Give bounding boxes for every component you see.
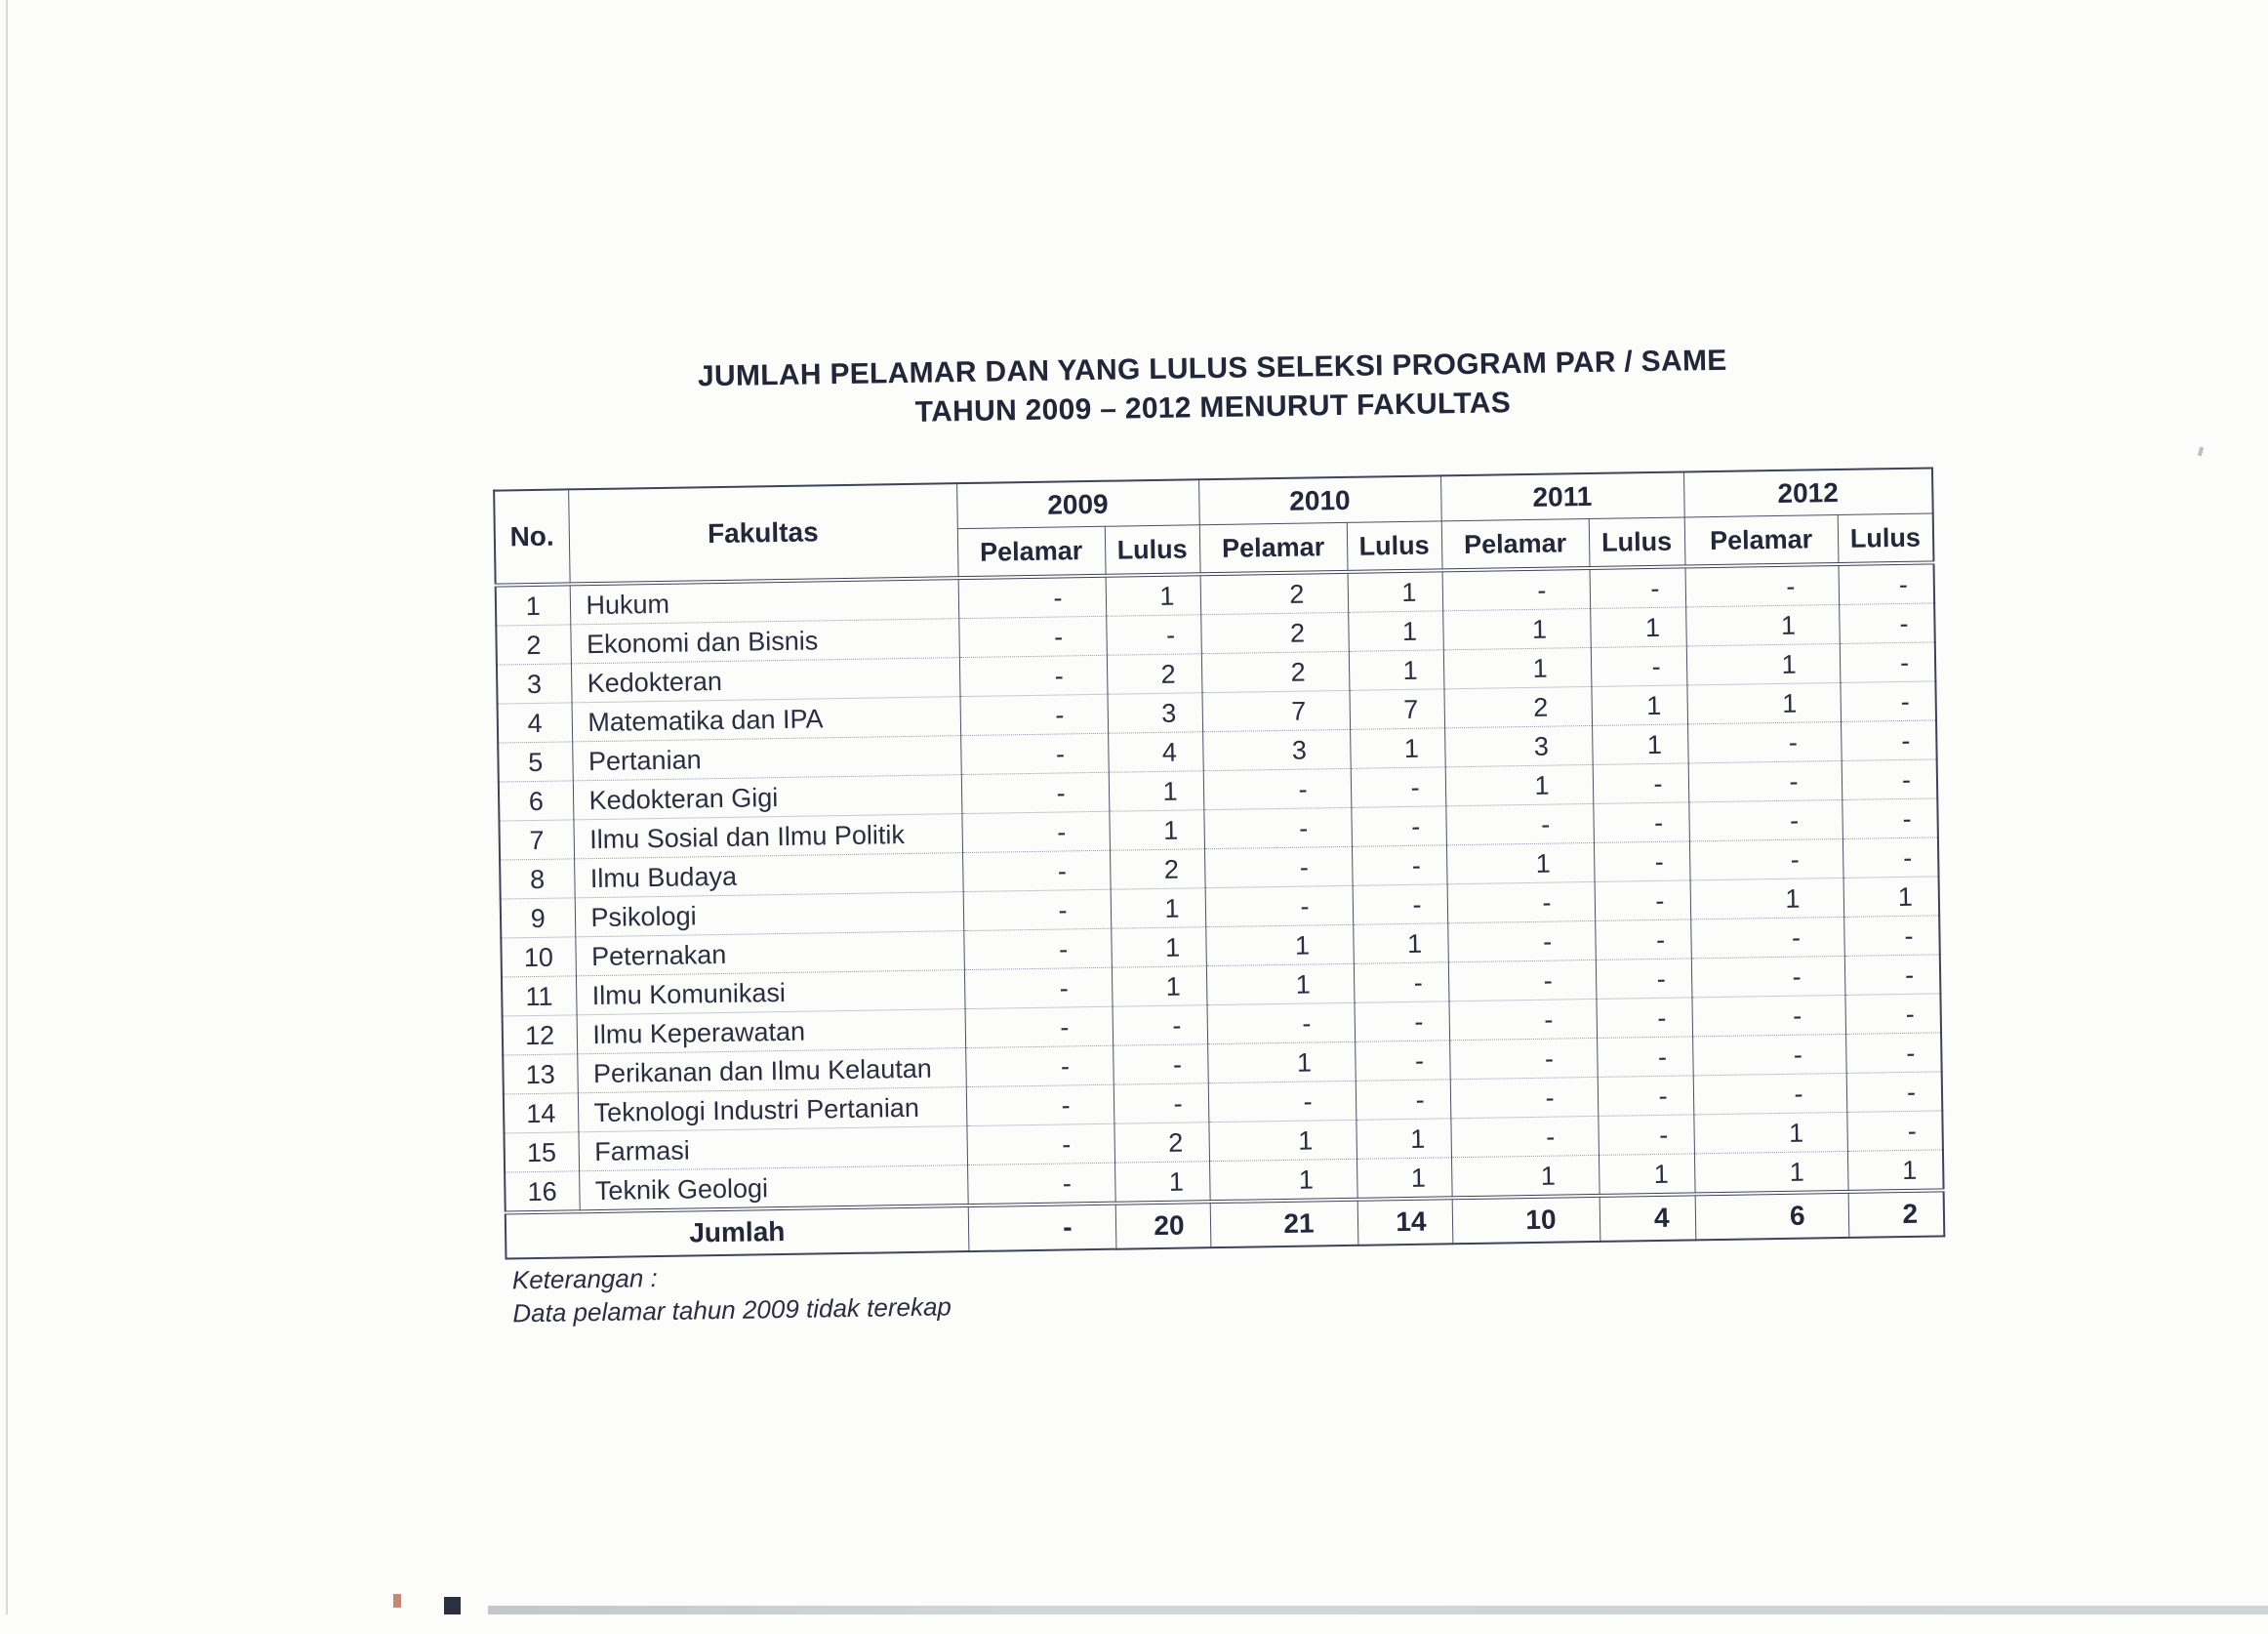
value-cell: - (1596, 998, 1692, 1039)
value-cell: - (1208, 1081, 1357, 1122)
value-cell: - (1691, 995, 1845, 1036)
value-cell: - (1595, 919, 1691, 960)
footnote-body: Data pelamar tahun 2009 tidak terekap (512, 1291, 952, 1328)
value-cell: 1 (1590, 607, 1686, 648)
value-cell: - (1689, 838, 1843, 879)
fakultas-cell: Kedokteran Gigi (573, 775, 962, 820)
fakultas-cell: Ilmu Keperawatan (577, 1009, 966, 1054)
value-cell: - (1591, 646, 1687, 687)
value-cell: - (1692, 1034, 1846, 1075)
row-number-cell: 4 (498, 703, 573, 743)
value-cell: 1 (1445, 764, 1594, 805)
value-cell: - (1445, 803, 1594, 844)
value-cell: 1 (1592, 724, 1688, 765)
value-cell: - (1693, 1073, 1847, 1114)
value-cell: 1 (1599, 1154, 1695, 1196)
value-cell: - (1687, 721, 1842, 762)
fakultas-cell: Farmasi (578, 1126, 967, 1171)
value-cell: - (1842, 798, 1938, 839)
scan-bottom-band (488, 1606, 2268, 1614)
year-header-2010: 2010 (1198, 475, 1441, 524)
value-cell: - (1203, 768, 1352, 809)
value-cell: - (1690, 917, 1844, 958)
value-cell: 1 (1206, 963, 1355, 1004)
value-cell: - (1840, 642, 1936, 683)
subheader-lulus-2011: Lulus (1589, 517, 1685, 568)
value-cell: - (1843, 837, 1939, 878)
value-cell: 1 (1207, 1042, 1356, 1083)
value-cell: - (1841, 720, 1937, 761)
value-cell: 2 (1201, 651, 1350, 692)
row-number-cell: 15 (504, 1132, 579, 1172)
document-title (597, 340, 1828, 437)
value-cell: - (1106, 615, 1201, 656)
value-cell: - (966, 1123, 1114, 1164)
total-cell: 6 (1695, 1192, 1849, 1240)
document-title-line2: TAHUN 2009 – 2012 MENURUT FAKULTAS (914, 387, 1512, 429)
subheader-lulus-2010: Lulus (1347, 521, 1442, 572)
value-cell: - (1203, 807, 1352, 848)
value-cell: - (1688, 799, 1843, 840)
fakultas-cell: Teknik Geologi (579, 1165, 968, 1212)
value-cell: - (1450, 1116, 1599, 1157)
value-cell: - (1448, 960, 1597, 1001)
value-cell: 2 (1200, 612, 1349, 653)
value-cell: 2 (1443, 686, 1592, 727)
value-cell: 1 (1685, 604, 1840, 645)
year-header-2009: 2009 (956, 479, 1199, 528)
fakultas-cell: Ilmu Sosial dan Ilmu Politik (573, 814, 962, 859)
value-cell: - (958, 576, 1107, 619)
value-cell: 1 (1686, 682, 1841, 723)
value-cell: - (1113, 1044, 1208, 1085)
value-cell: 1 (1208, 1120, 1357, 1161)
value-cell: 3 (1107, 693, 1202, 734)
value-cell: 1 (1357, 1158, 1452, 1200)
value-cell: 1 (1111, 888, 1206, 929)
value-cell: 2 (1107, 654, 1202, 695)
subheader-pelamar-2010: Pelamar (1199, 522, 1348, 574)
value-cell: - (1355, 1001, 1450, 1042)
value-cell: - (1691, 956, 1845, 997)
value-cell: - (1594, 841, 1690, 882)
value-cell: 1 (1348, 611, 1443, 652)
value-cell: 1 (1349, 650, 1444, 691)
value-cell: 2 (1200, 572, 1349, 615)
row-number-cell: 14 (504, 1093, 579, 1133)
value-cell: - (1351, 806, 1446, 847)
applicants-table (493, 467, 1945, 1259)
value-cell: 1 (1847, 1150, 1944, 1192)
fakultas-cell: Ilmu Budaya (574, 853, 963, 898)
value-cell: 1 (1109, 771, 1204, 812)
row-number-cell: 16 (505, 1171, 580, 1213)
value-cell: 1 (1205, 924, 1354, 965)
value-cell: - (1205, 885, 1354, 926)
value-cell: 1 (1443, 647, 1592, 688)
value-cell: - (962, 850, 1111, 891)
value-cell: - (963, 889, 1112, 930)
subheader-lulus-2012: Lulus (1838, 513, 1934, 564)
value-cell: - (964, 967, 1113, 1008)
value-cell: 1 (1114, 1162, 1210, 1204)
value-cell: - (1842, 759, 1938, 800)
value-cell: 1 (1106, 574, 1201, 616)
value-cell: - (1843, 916, 1940, 957)
value-cell: 1 (1112, 966, 1207, 1007)
value-cell: - (1593, 802, 1689, 843)
row-number-cell: 1 (496, 584, 571, 626)
value-cell: - (1840, 681, 1936, 722)
value-cell: - (1844, 994, 1941, 1035)
document-title-line1: JUMLAH PELAMAR DAN YANG LULUS SELEKSI PROGRAM PAR / SAME (697, 344, 1727, 393)
total-label: Jumlah (506, 1205, 969, 1258)
value-cell: - (1839, 562, 1935, 604)
value-cell: - (1688, 760, 1843, 801)
fakultas-cell: Hukum (570, 578, 959, 625)
scan-bottom-mark (444, 1597, 461, 1614)
fakultas-cell: Kedokteran (571, 658, 960, 703)
row-number-cell: 6 (499, 781, 574, 821)
value-cell: - (967, 1163, 1115, 1205)
value-cell: - (965, 1006, 1114, 1047)
value-cell: 4 (1108, 732, 1203, 773)
value-cell: - (1354, 962, 1449, 1003)
value-cell: - (1846, 1111, 1943, 1152)
col-header-no: No. (494, 489, 570, 585)
value-cell: - (1846, 1072, 1943, 1113)
fakultas-cell: Peternakan (575, 931, 964, 976)
value-cell: 1 (1209, 1159, 1357, 1202)
fakultas-cell: Ekonomi dan Bisnis (570, 619, 959, 664)
fakultas-cell: Perikanan dan Ilmu Kelautan (577, 1048, 966, 1093)
value-cell: 1 (1348, 570, 1443, 612)
value-cell: - (1590, 566, 1686, 608)
value-cell: - (960, 733, 1109, 774)
value-cell: - (965, 1045, 1114, 1086)
value-cell: - (963, 928, 1112, 969)
value-cell: - (1351, 767, 1446, 808)
table-body (496, 562, 1944, 1212)
row-number-cell: 12 (503, 1015, 578, 1055)
value-cell: 1 (1591, 685, 1687, 726)
fakultas-cell: Pertanian (572, 736, 961, 781)
value-cell: 1 (1451, 1155, 1600, 1198)
row-number-cell: 11 (502, 976, 577, 1016)
value-cell: 7 (1349, 689, 1444, 730)
value-cell: 1 (1442, 608, 1591, 649)
value-cell: 1 (1353, 923, 1448, 964)
fakultas-cell: Ilmu Komunikasi (576, 970, 965, 1015)
value-cell: - (1447, 881, 1596, 922)
row-number-cell: 7 (499, 820, 574, 860)
footnote-heading: Keterangan : (511, 1263, 658, 1295)
row-number-cell: 2 (496, 625, 571, 665)
row-number-cell: 10 (501, 937, 576, 977)
row-number-cell: 9 (501, 898, 576, 938)
row-number-cell: 13 (503, 1054, 578, 1094)
value-cell: 3 (1202, 729, 1351, 770)
value-cell: - (1685, 564, 1840, 607)
value-cell: - (1449, 999, 1598, 1040)
total-cell: 20 (1115, 1202, 1211, 1249)
value-cell: 1 (1109, 810, 1204, 851)
value-cell: - (1593, 763, 1689, 804)
value-cell: - (1596, 959, 1692, 1000)
value-cell: 2 (1110, 849, 1205, 890)
value-cell: - (958, 616, 1107, 657)
value-cell: - (961, 772, 1110, 813)
value-cell: - (1353, 884, 1448, 925)
fakultas-cell: Matematika dan IPA (572, 697, 961, 742)
total-cell: 10 (1452, 1196, 1600, 1244)
year-header-2011: 2011 (1440, 471, 1684, 520)
value-cell: - (1595, 880, 1691, 921)
subheader-pelamar-2011: Pelamar (1441, 518, 1590, 570)
value-cell: - (1442, 568, 1591, 611)
value-cell: 1 (1350, 728, 1445, 769)
value-cell: - (959, 655, 1108, 696)
row-number-cell: 8 (500, 859, 575, 899)
value-cell: - (1449, 1038, 1598, 1079)
value-cell: - (960, 694, 1109, 735)
value-cell: 1 (1690, 878, 1844, 919)
value-cell: - (1598, 1115, 1694, 1156)
year-header-2012: 2012 (1683, 468, 1933, 516)
total-cell: 4 (1600, 1194, 1696, 1242)
value-cell: 1 (1694, 1151, 1848, 1194)
value-cell: 3 (1444, 725, 1593, 766)
value-cell: - (966, 1084, 1114, 1125)
value-cell: - (1597, 1037, 1693, 1078)
total-cell: 21 (1210, 1200, 1358, 1247)
subheader-lulus-2009: Lulus (1105, 525, 1200, 576)
value-cell: - (1207, 1002, 1356, 1043)
total-cell: - (968, 1204, 1116, 1251)
value-cell: - (1356, 1080, 1451, 1121)
value-cell: - (1598, 1076, 1694, 1117)
value-cell: 1 (1111, 927, 1206, 968)
value-cell: 1 (1843, 877, 1940, 918)
value-cell: - (1447, 920, 1596, 961)
col-header-fakultas: Fakultas (568, 483, 957, 584)
value-cell: - (1844, 955, 1941, 996)
total-cell: 2 (1848, 1190, 1945, 1238)
value-cell: 7 (1201, 690, 1350, 731)
value-cell: - (1450, 1077, 1599, 1118)
value-cell: - (1113, 1005, 1208, 1046)
value-cell: 1 (1686, 643, 1841, 684)
value-cell: 2 (1114, 1123, 1209, 1164)
value-cell: - (1845, 1033, 1942, 1074)
value-cell: 1 (1693, 1112, 1847, 1153)
value-cell: - (1114, 1083, 1209, 1124)
row-number-cell: 3 (497, 664, 572, 704)
scan-bottom-dot (393, 1594, 401, 1608)
value-cell: - (1839, 603, 1935, 644)
row-number-cell: 5 (498, 742, 573, 782)
footnote (512, 1256, 952, 1329)
value-cell: - (1352, 845, 1447, 886)
value-cell: 1 (1356, 1119, 1451, 1160)
total-cell: 14 (1357, 1198, 1453, 1246)
value-cell: - (1355, 1041, 1450, 1082)
value-cell: - (961, 811, 1110, 852)
subheader-pelamar-2009: Pelamar (957, 526, 1106, 578)
fakultas-cell: Teknologi Industri Pertanian (578, 1087, 967, 1132)
value-cell: 1 (1446, 842, 1595, 883)
value-cell: - (1204, 846, 1353, 887)
fakultas-cell: Psikologi (575, 892, 964, 937)
subheader-pelamar-2012: Pelamar (1684, 514, 1839, 566)
